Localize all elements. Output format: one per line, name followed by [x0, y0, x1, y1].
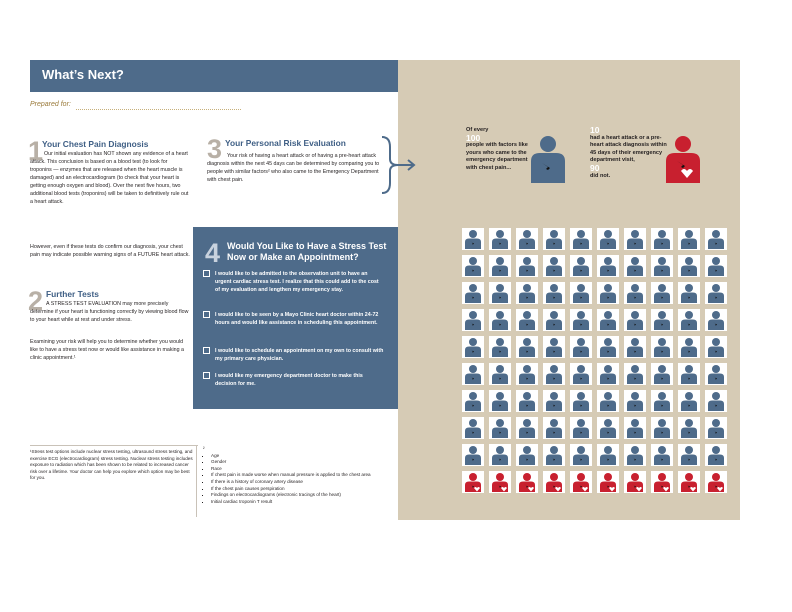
person-unaffected-icon — [705, 363, 727, 385]
person-red-icon — [663, 133, 703, 183]
checkbox[interactable] — [203, 270, 210, 277]
person-unaffected-icon — [705, 444, 727, 466]
person-unaffected-icon — [543, 390, 565, 412]
option-mayo-heart-doctor[interactable] — [215, 311, 385, 327]
person-unaffected-icon — [543, 228, 565, 250]
person-unaffected-icon — [462, 228, 484, 250]
person-unaffected-icon — [651, 255, 673, 277]
person-unaffected-icon — [570, 363, 592, 385]
person-unaffected-icon — [516, 444, 538, 466]
section1-title: Your Chest Pain Diagnosis — [42, 139, 149, 149]
section2-paragraph2: Examining your risk will help you to determine whether you would like to have a stress test now or would like assistance in making a clinic appointment.¹ — [30, 339, 184, 361]
person-unaffected-icon — [489, 255, 511, 277]
person-unaffected-icon — [624, 228, 646, 250]
section4-number: 4 — [205, 238, 221, 268]
footnote-divider — [30, 445, 198, 446]
person-unaffected-icon — [651, 444, 673, 466]
person-unaffected-icon — [624, 255, 646, 277]
checkbox[interactable] — [203, 311, 210, 318]
person-affected-icon — [543, 471, 565, 493]
option-label: I would like to schedule an appointment on my own to consult with my primary care physician. — [215, 348, 384, 362]
person-unaffected-icon — [597, 444, 619, 466]
person-unaffected-icon — [570, 336, 592, 358]
person-unaffected-icon — [597, 309, 619, 331]
person-unaffected-icon — [678, 444, 700, 466]
risk-factor-item: ▪ Gender — [211, 459, 393, 466]
person-unaffected-icon — [678, 309, 700, 331]
person-unaffected-icon — [597, 363, 619, 385]
person-unaffected-icon — [651, 282, 673, 304]
stats-right-line2: did not. — [590, 172, 611, 179]
person-unaffected-icon — [516, 282, 538, 304]
person-unaffected-icon — [678, 417, 700, 439]
option-primary-care[interactable] — [215, 347, 385, 363]
person-unaffected-icon — [651, 390, 673, 412]
person-unaffected-icon — [651, 336, 673, 358]
stress-test-options-panel — [193, 227, 398, 409]
person-unaffected-icon — [570, 255, 592, 277]
stats-left-number: 100 — [466, 132, 481, 143]
option-label: I would like to be admitted to the observation unit to have an urgent cardiac stress test. I realize that this could add to the cost of my evaluation and lengthen my emergency stay. — [215, 271, 379, 293]
section1-paragraph2: However, even if these tests do confirm our diagnosis, your chest pain may indicate possible warning signs of a FUTURE heart attack. — [30, 244, 190, 258]
risk-factor-item: ▪ If the chest pain causes perspiration — [211, 486, 393, 493]
person-unaffected-icon — [624, 444, 646, 466]
stats-right-number: 10 — [590, 125, 600, 135]
risk-factor-item: ▪ Initial cardiac troponin T result — [211, 499, 393, 506]
person-unaffected-icon — [705, 417, 727, 439]
person-unaffected-icon — [489, 444, 511, 466]
person-unaffected-icon — [516, 363, 538, 385]
person-unaffected-icon — [516, 228, 538, 250]
person-unaffected-icon — [570, 309, 592, 331]
footnote-divider-vertical — [196, 445, 197, 517]
person-unaffected-icon — [516, 309, 538, 331]
person-blue-icon — [528, 133, 568, 183]
risk-factor-item: ▪ Age — [211, 453, 393, 460]
person-unaffected-icon — [489, 363, 511, 385]
person-unaffected-icon — [705, 336, 727, 358]
person-unaffected-icon — [570, 417, 592, 439]
section2-title: Further Tests — [46, 289, 99, 299]
person-affected-icon — [678, 471, 700, 493]
person-affected-icon — [516, 471, 538, 493]
person-unaffected-icon — [651, 228, 673, 250]
person-unaffected-icon — [462, 336, 484, 358]
person-unaffected-icon — [543, 336, 565, 358]
prepared-for-field[interactable] — [76, 109, 241, 110]
footnote-stress-test: ¹Stress test options include nuclear stress testing, ultrasound stress testing, and exercise ECG (electrocardiogram) stress testing. Nuclear stress testing includes exposure to radiation which has been shown to be related to increased cancer risk over a lifetime. Your doctor can help you explore which option may be best for you. — [30, 449, 193, 481]
section2-paragraph1: A STRESS TEST EVALUATION may more precisely determine if your heart is functioning correctly by viewing blood flow to your heart while at rest and under stress. — [30, 301, 189, 323]
person-unaffected-icon — [543, 363, 565, 385]
risk-factor-item: ▪ If chest pain is made worse when manual pressure is applied to the chest area — [211, 472, 393, 479]
person-affected-icon — [570, 471, 592, 493]
stats-right-text — [590, 127, 668, 180]
footnote-marker: ² — [203, 446, 205, 451]
risk-factor-list — [203, 453, 393, 506]
person-unaffected-icon — [570, 444, 592, 466]
person-unaffected-icon — [489, 282, 511, 304]
person-unaffected-icon — [597, 417, 619, 439]
person-unaffected-icon — [462, 309, 484, 331]
person-unaffected-icon — [489, 336, 511, 358]
person-unaffected-icon — [570, 390, 592, 412]
person-unaffected-icon — [570, 228, 592, 250]
person-unaffected-icon — [597, 228, 619, 250]
risk-factor-item: ▪ Race — [211, 466, 393, 473]
person-unaffected-icon — [543, 417, 565, 439]
person-unaffected-icon — [489, 228, 511, 250]
option-doctor-decides[interactable] — [215, 372, 385, 388]
person-unaffected-icon — [597, 390, 619, 412]
person-unaffected-icon — [651, 417, 673, 439]
person-unaffected-icon — [543, 309, 565, 331]
person-unaffected-icon — [705, 282, 727, 304]
person-unaffected-icon — [705, 309, 727, 331]
person-unaffected-icon — [570, 282, 592, 304]
person-unaffected-icon — [678, 363, 700, 385]
checkbox[interactable] — [203, 372, 210, 379]
person-affected-icon — [489, 471, 511, 493]
option-observation-unit[interactable] — [215, 270, 385, 294]
person-unaffected-icon — [462, 444, 484, 466]
risk-factor-item: ▪ If there is a history of coronary artery disease — [211, 479, 393, 486]
person-unaffected-icon — [678, 255, 700, 277]
person-unaffected-icon — [678, 228, 700, 250]
person-unaffected-icon — [624, 282, 646, 304]
person-affected-icon — [705, 471, 727, 493]
person-unaffected-icon — [651, 309, 673, 331]
prepared-for-label: Prepared for: — [30, 101, 71, 108]
section3-number: 3 — [207, 134, 223, 164]
person-unaffected-icon — [543, 255, 565, 277]
person-unaffected-icon — [489, 417, 511, 439]
person-unaffected-icon — [651, 363, 673, 385]
person-affected-icon — [624, 471, 646, 493]
person-unaffected-icon — [705, 255, 727, 277]
person-unaffected-icon — [705, 390, 727, 412]
stats-left-line2: people with factors like yours who came to the emergency department with chest pain... — [466, 142, 528, 171]
person-unaffected-icon — [624, 363, 646, 385]
option-label: I would like to be seen by a Mayo Clinic heart doctor within 24-72 hours and would like assistance in scheduling this appointment. — [215, 312, 379, 326]
person-unaffected-icon — [597, 336, 619, 358]
person-affected-icon — [651, 471, 673, 493]
person-unaffected-icon — [516, 255, 538, 277]
person-unaffected-icon — [462, 417, 484, 439]
person-unaffected-icon — [678, 390, 700, 412]
person-unaffected-icon — [516, 336, 538, 358]
stats-right-number2: 90 — [590, 162, 600, 173]
footnote-risk-factors — [203, 446, 393, 505]
risk-factor-item: ▪ Findings on electrocardiograms (electronic tracings of the heart) — [211, 492, 393, 499]
person-affected-icon — [597, 471, 619, 493]
person-unaffected-icon — [489, 390, 511, 412]
stats-left-line1: Of every — [466, 127, 489, 133]
person-unaffected-icon — [462, 282, 484, 304]
person-unaffected-icon — [678, 336, 700, 358]
option-label: I would like my emergency department doctor to make this decision for me. — [215, 373, 363, 387]
person-unaffected-icon — [624, 336, 646, 358]
person-unaffected-icon — [624, 390, 646, 412]
person-unaffected-icon — [462, 255, 484, 277]
person-unaffected-icon — [597, 282, 619, 304]
section1-number: 1 — [28, 136, 44, 166]
title-bar — [30, 60, 398, 92]
person-unaffected-icon — [489, 309, 511, 331]
person-unaffected-icon — [543, 282, 565, 304]
person-unaffected-icon — [597, 255, 619, 277]
stats-right-line1: had a heart attack or a pre-heart attack diagnosis within 45 days of their emergency department visit, — [590, 134, 667, 164]
person-unaffected-icon — [705, 228, 727, 250]
section2-number: 2 — [28, 286, 44, 316]
person-unaffected-icon — [516, 390, 538, 412]
bracket-arrow-icon — [380, 135, 420, 195]
page-title: What’s Next? — [42, 67, 124, 82]
person-unaffected-icon — [462, 363, 484, 385]
person-unaffected-icon — [624, 309, 646, 331]
person-unaffected-icon — [516, 417, 538, 439]
person-unaffected-icon — [624, 417, 646, 439]
stats-left-text — [466, 127, 536, 173]
person-unaffected-icon — [678, 282, 700, 304]
checkbox[interactable] — [203, 347, 210, 354]
person-affected-icon — [462, 471, 484, 493]
person-unaffected-icon — [543, 444, 565, 466]
section3-title: Your Personal Risk Evaluation — [225, 138, 346, 148]
section3-paragraph: Your risk of having a heart attack or of having a pre-heart attack diagnosis within the next 45 days can be determined by comparing you to people with similar factors² who also came to the Emergency Department with chest pain. — [207, 153, 380, 183]
person-unaffected-icon — [462, 390, 484, 412]
section1-paragraph1: Our initial evaluation has NOT shown any evidence of a heart attack. This conclusion is based on a blood test (to look for troponins — enzymes that are released when the heart muscle is damaged) and an electrocardiogram (to check that your heart is getting enough oxygen and blood). Over the next five hours, two additional blood tests (troponins) will be taken to definitively rule out a heart attack. — [30, 151, 189, 205]
section4-title: Would You Like to Have a Stress Test Now or Make an Appointment? — [227, 241, 387, 262]
